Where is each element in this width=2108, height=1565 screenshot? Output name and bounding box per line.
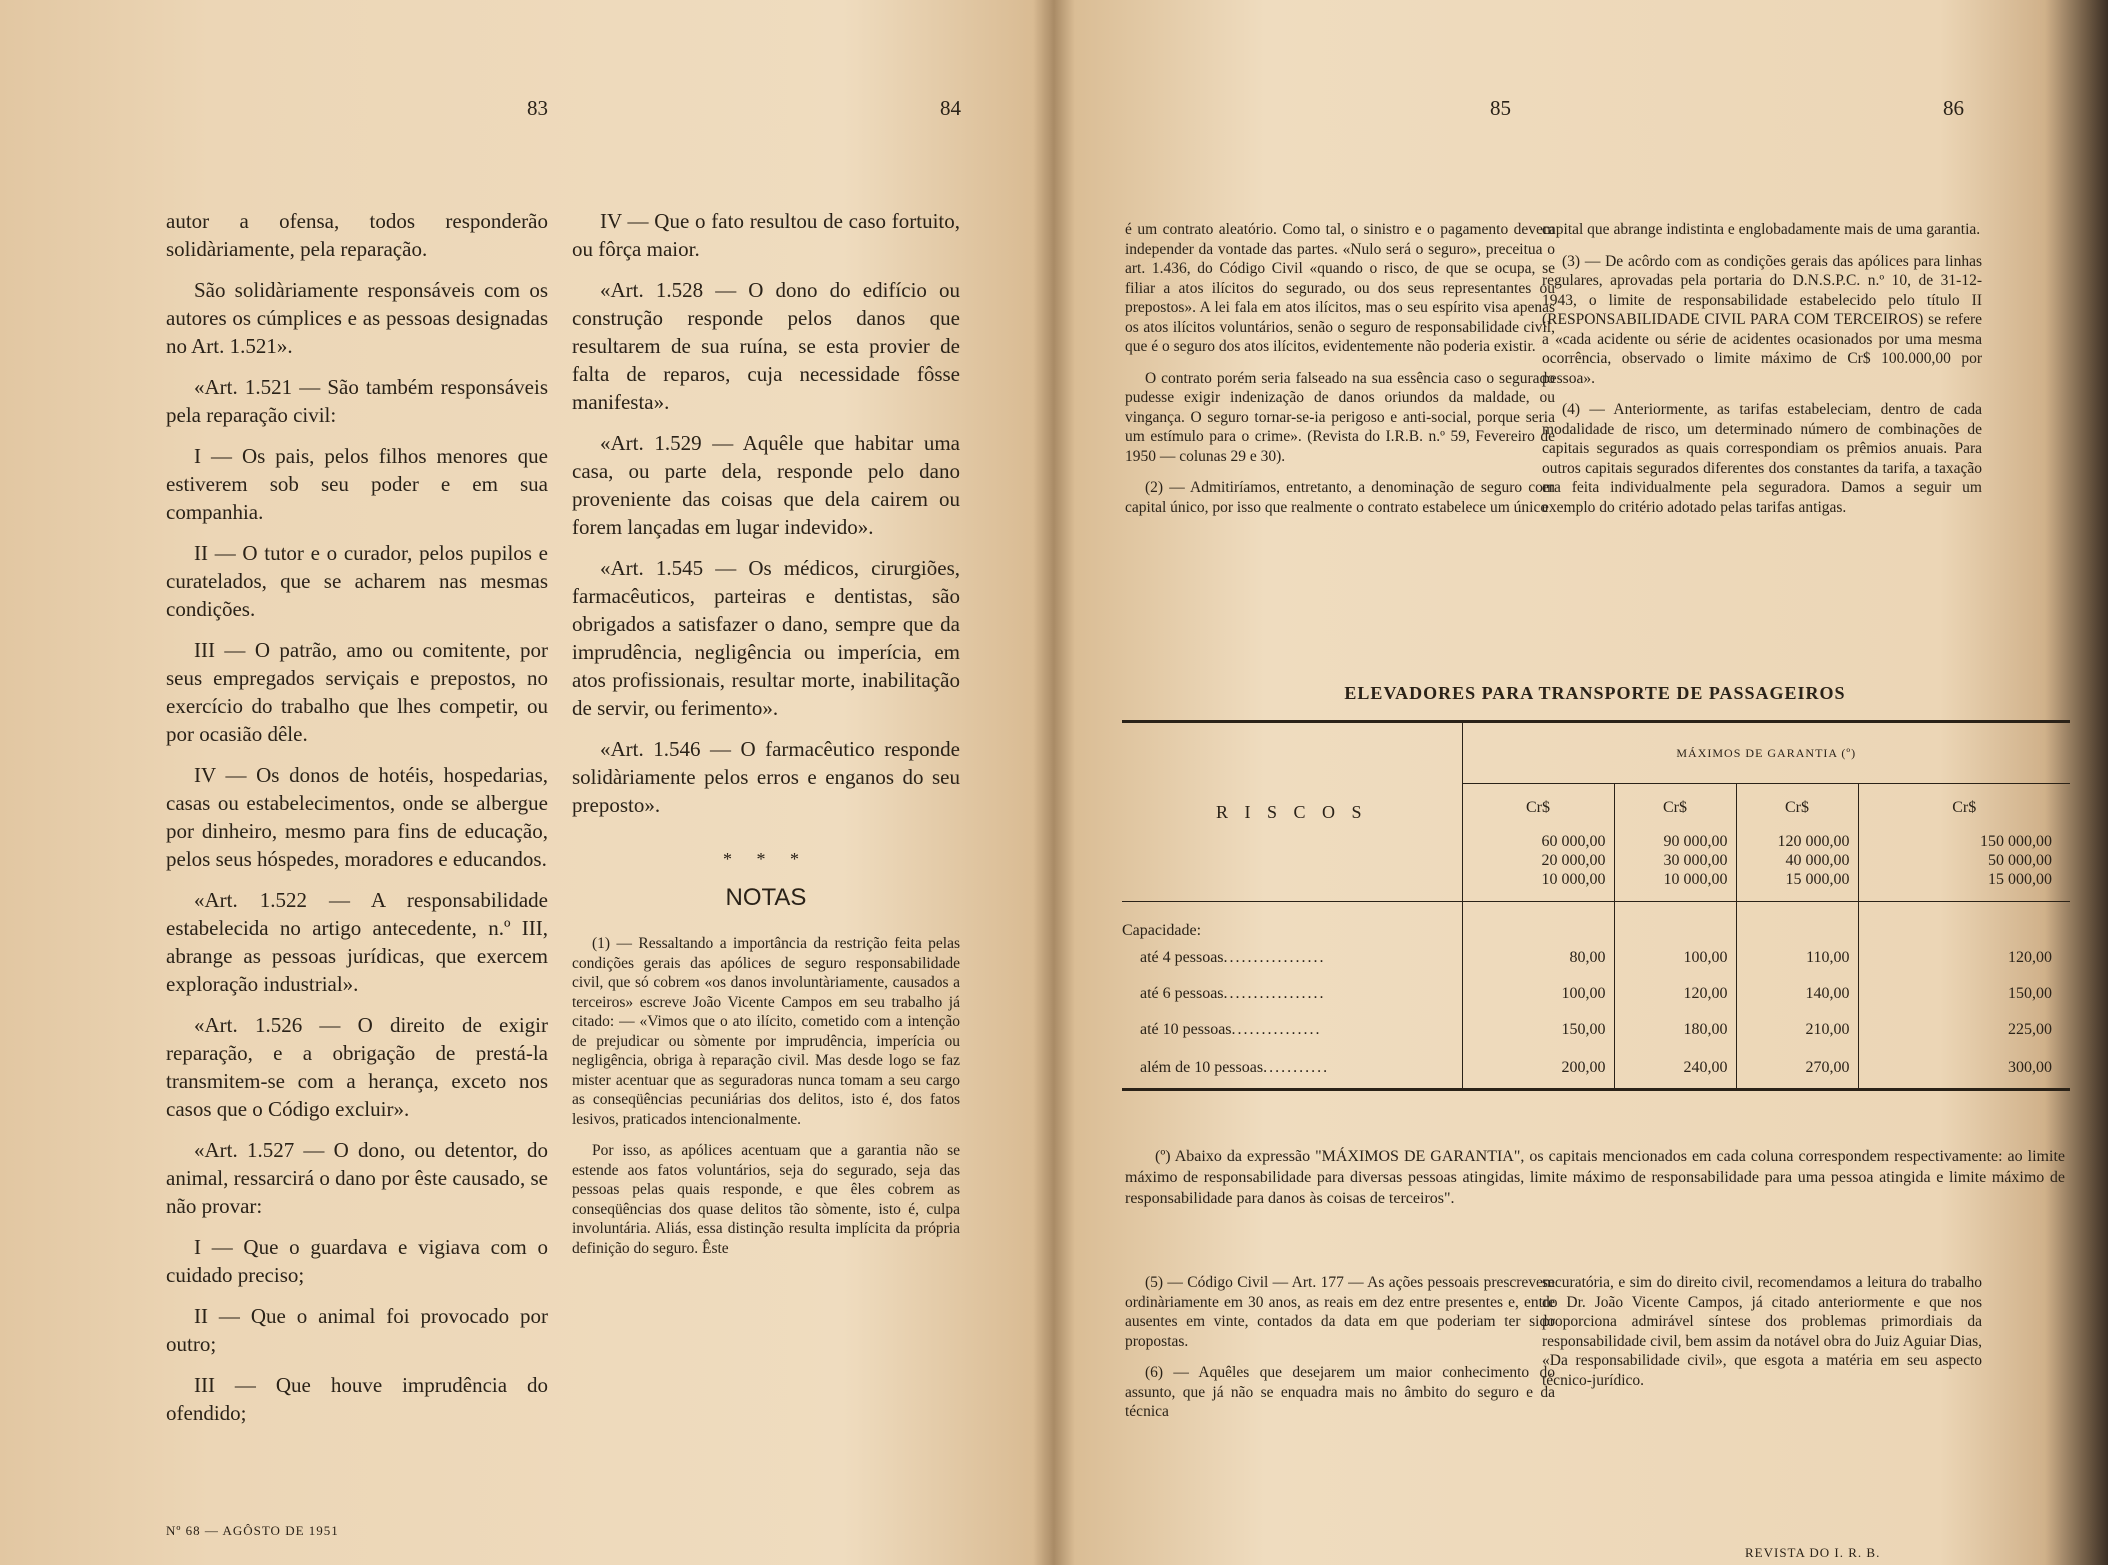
- maximos-header: MÁXIMOS DE GARANTIA (º): [1462, 722, 2070, 784]
- page-number-85: 85: [1490, 96, 1511, 120]
- right-page: [1045, 0, 2085, 1565]
- currency-header: Cr$: [1462, 784, 1614, 833]
- row-label: até 4 pessoas.................: [1122, 940, 1462, 976]
- table-cell: 300,00: [2008, 1059, 2052, 1076]
- table-cell: 270,00: [1736, 1048, 1858, 1090]
- table-cell: 150,00: [2008, 985, 2052, 1002]
- paragraph: IV — Que o fato resultou de caso fortuito, ou fôrça maior.: [572, 209, 960, 261]
- column-85-bottom: [1125, 1273, 1555, 1434]
- table-row: [1122, 1012, 2070, 1048]
- paragraph: «Art. 1.521 — São também responsáveis pela reparação civil:: [166, 375, 548, 427]
- capital-value: 15 000,00: [1988, 871, 2052, 888]
- table-cell: 200,00: [1462, 1048, 1614, 1090]
- table-cell: 150,00: [1462, 1012, 1614, 1048]
- note-paragraph: (1) — Ressaltando a importância da restrição feita pelas condições gerais das apólices de seguro responsabilidade civil, que só cobrem «os danos involuntàriamente, causados a terceiros» escreve João Vicente Campos em seu trabalho já citado: — «Vimos que o ato ilícito, cometido com a intenção de prejudicar ou sòmente por imprudência, imperícia ou negligência, obriga à reparação civil. Mas desde logo se faz mister acentuar que as seguradoras nunca tomam a seu cargo as conseqüências pecuniárias dos delitos, isto é, dos fatos lesivos, praticados intencionalmente.: [572, 935, 960, 1128]
- table-row: [1122, 976, 2070, 1012]
- table-cell: 140,00: [1736, 976, 1858, 1012]
- capital-value: 60 000,00: [1541, 833, 1606, 850]
- table-cell: 120,00: [1614, 976, 1736, 1012]
- paragraph: «Art. 1.546 — O farmacêutico responde solidàriamente pelos erros e enganos do seu preposto».: [572, 737, 960, 817]
- paragraph: São solidàriamente responsáveis com os autores os cúmplices e as pessoas designadas no Art. 1.521».: [166, 278, 548, 358]
- page-number-84: 84: [940, 96, 961, 120]
- guarantee-table: [1122, 720, 2070, 1091]
- table-cell: 110,00: [1736, 940, 1858, 976]
- table-title: ELEVADORES PARA TRANSPORTE DE PASSAGEIROS: [1344, 683, 1846, 703]
- capacity-label: Capacidade:: [1122, 902, 1462, 941]
- paragraph: III — Que houve imprudência do ofendido;: [166, 1373, 548, 1425]
- paragraph: II — Que o animal foi provocado por outro;: [166, 1304, 548, 1356]
- paragraph: IV — Os donos de hotéis, hospedarias, casas ou estabelecimentos, onde se albergue por dinheiro, mesmo para fins de educação, pelos seus hóspedes, moradores e educandos.: [166, 763, 548, 871]
- note-paragraph: é um contrato aleatório. Como tal, o sinistro e o pagamento devem independer da vontade das partes. «Nulo será o seguro», preceitua o art. 1.436, do Código Civil «quando o risco, de que se ocupa, se filiar a atos ilícitos do segurado, ou dos seus representantes ou prepostos». A lei fala em atos ilícitos, mas o seu espírito visa apenas os atos ilícitos voluntários, senão o seguro de responsabilidade civil, que é o seguro dos atos ilícitos, evidentemente não poderia existir.: [1125, 221, 1555, 355]
- note-paragraph: (5) — Código Civil — Art. 177 — As ações pessoais prescrevem ordinàriamente em 30 anos, as reais em dez entre presentes e, entre ausentes em vinte, contados da data em que poderiam ter sido propostas.: [1125, 1274, 1555, 1350]
- articles-block: [572, 207, 960, 819]
- capital-column-2: [1614, 832, 1736, 902]
- notes-heading: NOTAS: [725, 884, 807, 911]
- table-cell: 100,00: [1462, 976, 1614, 1012]
- paragraph: autor a ofensa, todos responderão solidàriamente, pela reparação.: [166, 209, 548, 261]
- page-number-86: 86: [1943, 96, 1964, 120]
- currency-header: Cr$: [1736, 784, 1858, 833]
- column-85-top: [1125, 220, 1555, 529]
- capital-column-4: [1858, 832, 2070, 902]
- table-cell: 225,00: [2008, 1021, 2052, 1038]
- table-cell: 100,00: [1614, 940, 1736, 976]
- note-paragraph: securatória, e sim do direito civil, recomendamos a leitura do trabalho do Dr. João Vicente Campos, já citado anteriormente e que nos proporciona admirável síntese dos problemas primordiais da responsabilidade civil, bem assim da notável obra do Juiz Aguiar Dias, «Da responsabilidade civil», que esgota a matéria em seu aspecto técnico-jurídico.: [1542, 1274, 1982, 1389]
- column-84: [572, 207, 960, 1270]
- capital-value: 10 000,00: [1663, 871, 1728, 888]
- table-row: [1122, 1048, 2070, 1090]
- paragraph: «Art. 1.526 — O direito de exigir reparação, e a obrigação de prestá-la transmitem-se com a herança, exceto nos casos que o Código excluir».: [166, 1013, 548, 1121]
- table-cell: 120,00: [2008, 949, 2052, 966]
- paragraph: «Art. 1.527 — O dono, ou detentor, do animal, ressarcirá o dano por êste causado, se não provar:: [166, 1138, 548, 1218]
- note-paragraph: (4) — Anteriormente, as tarifas estabeleciam, dentro de cada modalidade de risco, um determinado número de combinações de capitais segurados as quais correspondiam os prêmios anuais. Para outros capitais segurados diferentes dos constantes da tarifa, a taxação era feita individualmente pela seguradora. Damos a seguir um exemplo do critério adotado pelas tarifas antigas.: [1542, 401, 1982, 516]
- note-paragraph: (3) — De acôrdo com as condições gerais das apólices para linhas regulares, aprovadas pela portaria do D.N.S.P.C. n.º 10, de 31-12-1943, o limite de responsabilidade estabelecido pelo título II (RESPONSABILIDADE CIVIL PARA COM TERCEIROS) se refere a «cada acidente ou série de acidentes ocasionados por uma mesma ocorrência, observado o limite máximo de Cr$ 100.000,00 por pessoa».: [1542, 252, 1982, 387]
- capital-value: 120 000,00: [1777, 833, 1850, 850]
- left-page: [0, 0, 1040, 1565]
- column-86-bottom: [1542, 1273, 1982, 1402]
- page-number-83: 83: [527, 96, 548, 120]
- capital-value: 30 000,00: [1663, 852, 1728, 869]
- capital-value: 50 000,00: [1988, 852, 2052, 869]
- paragraph: «Art. 1.528 — O dono do edifício ou construção responde pelos danos que resultarem de sua ruína, se esta provier de falta de reparos, cuja necessidade fôsse manifesta».: [572, 278, 960, 414]
- column-86-top: [1542, 220, 1982, 529]
- footer-issue: Nº 68 — AGÔSTO DE 1951: [166, 1523, 339, 1538]
- currency-header: Cr$: [1952, 799, 1977, 816]
- note-paragraph: Por isso, as apólices acentuam que a garantia não se estende aos fatos voluntários, seja do segurado, seja das pessoas pelas quais responde, e que êles cobrem as conseqüências dos quase delitos tão sòmente, isto é, culpa involuntária. Aliás, essa distinção resulta implícita da própria definição do seguro. Êste: [572, 1142, 960, 1257]
- notes-block: [572, 934, 960, 1258]
- capital-value: 15 000,00: [1785, 871, 1850, 888]
- table-cell: 240,00: [1614, 1048, 1736, 1090]
- section-separator: * * *: [723, 849, 809, 869]
- note-paragraph: O contrato porém seria falseado na sua essência caso o segurado pudesse exigir indenização de danos oriundos da maldade, ou vingança. O seguro tornar-se-ia perigoso e anti-social, porque seria um estímulo para o crime». (Revista do I.R.B. n.º 59, Fevereiro de 1950 — colunas 29 e 30).: [1125, 369, 1555, 465]
- paragraph: «Art. 1.529 — Aquêle que habitar uma casa, ou parte dela, responde pelo dano proveniente das coisas que dela cairem ou forem lançadas em lugar indevido».: [572, 431, 960, 539]
- capital-value: 150 000,00: [1980, 833, 2052, 850]
- capital-value: 10 000,00: [1541, 871, 1606, 888]
- column-83: [166, 207, 548, 1440]
- table-cell: 180,00: [1614, 1012, 1736, 1048]
- paragraph: «Art. 1.545 — Os médicos, cirurgiões, farmacêuticos, parteiras e dentistas, são obrigados a satisfazer o dano, sempre que da imprudência, negligência ou imperícia, em atos profissionais, resultar morte, inabilitação de servir, ou ferimento».: [572, 556, 960, 720]
- capital-column-3: [1736, 832, 1858, 902]
- note-paragraph: (2) — Admitiríamos, entretanto, a denominação de seguro com capital único, por isso que realmente o contrato estabelece um único: [1125, 479, 1555, 516]
- capital-value: 90 000,00: [1663, 833, 1728, 850]
- paragraph: III — O patrão, amo ou comitente, por seus empregados serviçais e prepostos, no exercício do trabalho que lhes competir, ou por ocasião dêle.: [166, 638, 548, 746]
- table-cell: 210,00: [1736, 1012, 1858, 1048]
- row-label: até 10 pessoas...............: [1122, 1012, 1462, 1048]
- row-label: além de 10 pessoas...........: [1122, 1048, 1462, 1090]
- capital-value: 40 000,00: [1785, 852, 1850, 869]
- capital-value: 20 000,00: [1541, 852, 1606, 869]
- row-label: até 6 pessoas.................: [1122, 976, 1462, 1012]
- note-paragraph: (6) — Aquêles que desejarem um maior conhecimento do assunto, que já não se enquadra mais no âmbito do seguro e da técnica: [1125, 1364, 1555, 1420]
- table-cell: 80,00: [1462, 940, 1614, 976]
- table-row: [1122, 940, 2070, 976]
- footnote-text: (º) Abaixo da expressão "MÁXIMOS DE GARANTIA", os capitais mencionados em cada coluna correspondem respectivamente: ao limite máximo de responsabilidade para diversas pessoas atingidas, limite máximo de responsabilidade para uma pessoa atingida e limite máximo de responsabilidade para danos às coisas de terceiros".: [1125, 1148, 2065, 1207]
- currency-header: Cr$: [1614, 784, 1736, 833]
- paragraph: I — Que o guardava e vigiava com o cuidado preciso;: [166, 1235, 548, 1287]
- paragraph: «Art. 1.522 — A responsabilidade estabelecida no artigo antecedente, n.º III, abrange as pessoas jurídicas, que exercem exploração industrial».: [166, 888, 548, 996]
- paragraph: I — Os pais, pelos filhos menores que estiverem sob seu poder e em sua companhia.: [166, 444, 548, 524]
- note-paragraph: capital que abrange indistinta e englobadamente mais de uma garantia.: [1542, 221, 1981, 238]
- capital-column-1: [1462, 832, 1614, 902]
- table-footnote: [1125, 1146, 2065, 1209]
- riscos-header: R I S C O S: [1122, 722, 1462, 902]
- footer-journal: REVISTA DO I. R. B.: [1745, 1545, 1881, 1560]
- paragraph: II — O tutor e o curador, pelos pupilos e curatelados, que se acharem nas mesmas condições.: [166, 541, 548, 621]
